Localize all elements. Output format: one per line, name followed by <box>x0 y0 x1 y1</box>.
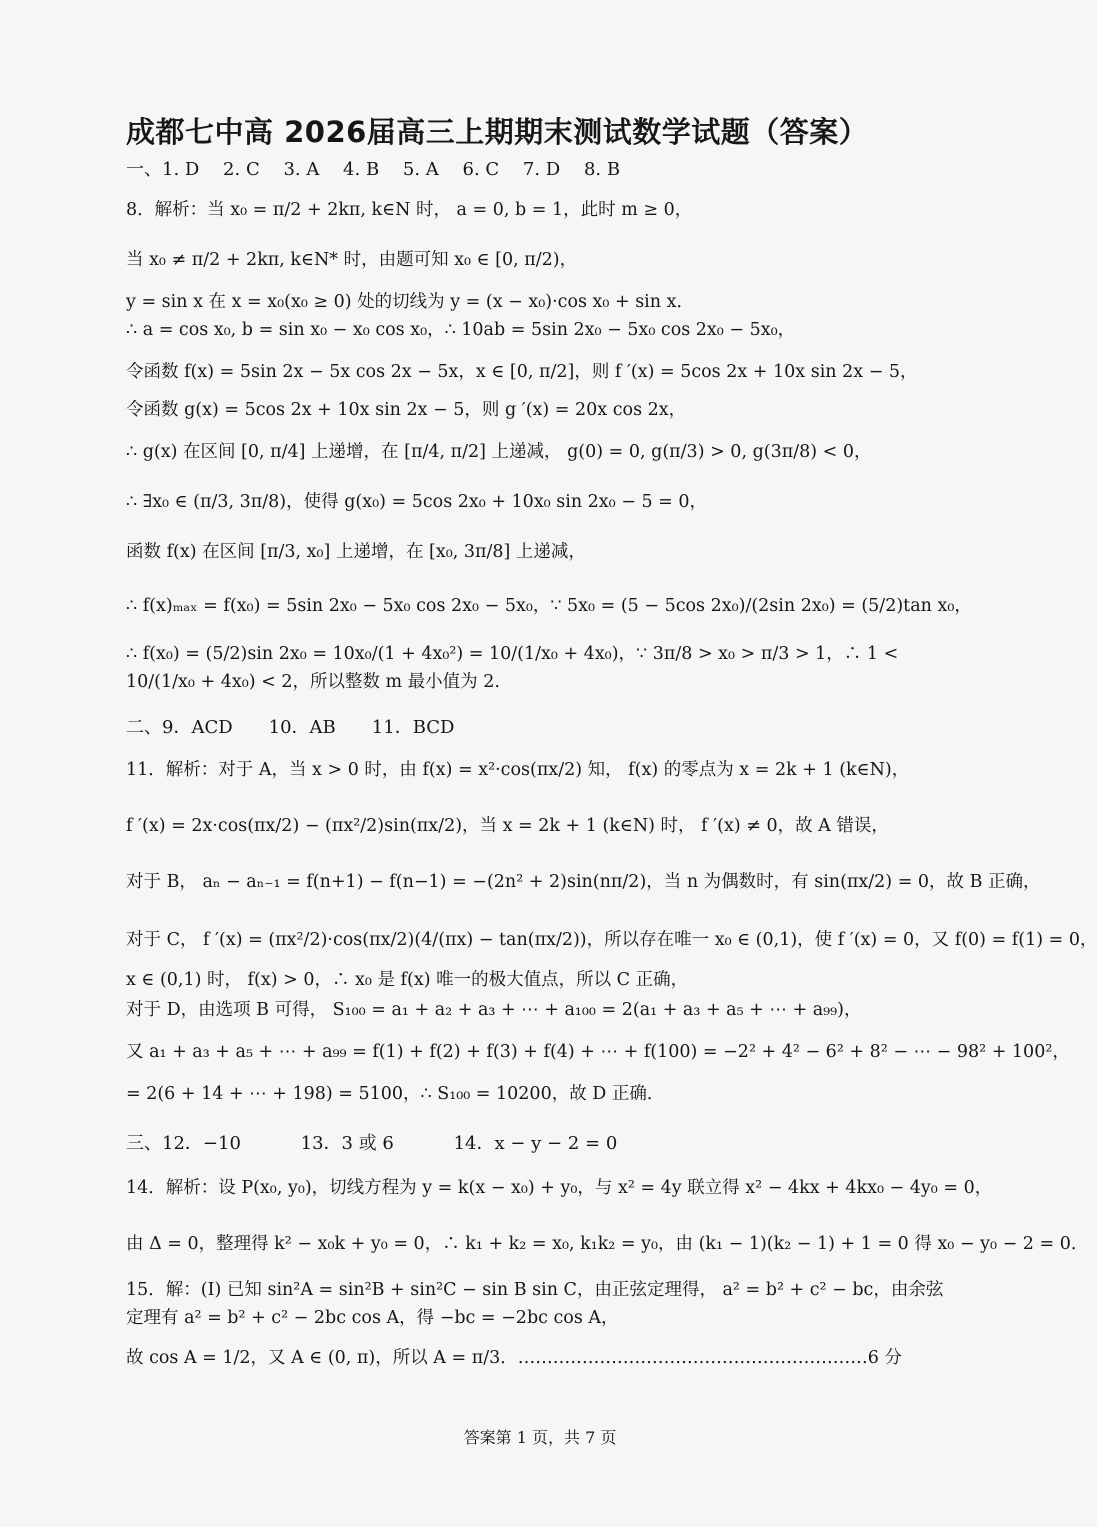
q14-line-1: 14．解析：设 P(x₀, y₀)，切线方程为 y = k(x − x₀) + y₀，与 x² = 4y 联立得 x² − 4kx + 4kx₀ − 4y₀ = 0， <box>126 1178 993 1198</box>
q11-line-6: 对于 D，由选项 B 可得， S₁₀₀ = a₁ + a₂ + a₃ + ⋯ + a₁₀₀ = 2(a₁ + a₃ + a₅ + ⋯ + a₉₉)， <box>126 1000 862 1020</box>
q8-line-3: y = sin x 在 x = x₀(x₀ ≥ 0) 处的切线为 y = (x − x₀)·cos x₀ + sin x． <box>126 292 694 312</box>
q8-line-10: ∴ f(x)ₘₐₓ = f(x₀) = 5sin 2x₀ − 5x₀ cos 2x₀ − 5x₀，∵ 5x₀ = (5 − 5cos 2x₀)/(2sin 2x₀) = (5/2)tan x₀， <box>126 596 972 616</box>
q8-line-11: ∴ f(x₀) = (5/2)sin 2x₀ = 10x₀/(1 + 4x₀²) = 10/(1/x₀ + 4x₀)，∵ 3π/8 > x₀ > π/3 > 1，∴ 1 < 10/(1/x₀ + 4x₀) < 2，所以整数 m 最小值为 2. <box>126 644 899 692</box>
q11-line-1: 11．解析：对于 A，当 x > 0 时，由 f(x) = x²·cos(πx/2) 知， f(x) 的零点为 x = 2k + 1 (k∈N)， <box>126 760 910 780</box>
part2-answers: 二、9．ACD 10．AB 11．BCD <box>126 717 455 738</box>
q11-line-7: 又 a₁ + a₃ + a₅ + ⋯ + a₉₉ = f(1) + f(2) + f(3) + f(4) + ⋯ + f(100) = −2² + 4² − 6² + 8² − ⋯ − 98² + 100²， <box>126 1042 1070 1062</box>
q8-line-8: ∴ ∃x₀ ∈ (π/3, 3π/8)，使得 g(x₀) = 5cos 2x₀ + 10x₀ sin 2x₀ − 5 = 0， <box>126 492 708 512</box>
q8-line-9: 函数 f(x) 在区间 [π/3, x₀] 上递增，在 [x₀, 3π/8] 上递减， <box>126 542 586 562</box>
q15-line-2: 故 cos A = 1/2，又 A ∈ (0, π)，所以 A = π/3．……………………………………………………6 分 <box>126 1348 902 1368</box>
q8-line-1: 8．解析：当 x₀ = π/2 + 2kπ, k∈N 时， a = 0, b = 1，此时 m ≥ 0， <box>126 200 693 220</box>
q11-line-3: 对于 B， aₙ − aₙ₋₁ = f(n+1) − f(n−1) = −(2n² + 2)sin(nπ/2)，当 n 为偶数时，有 sin(πx/2) = 0，故 B 正确， <box>126 872 1041 892</box>
q11-line-4: 对于 C， f ′(x) = (πx²/2)·cos(πx/2)(4/(πx) − tan(πx/2))，所以存在唯一 x₀ ∈ (0,1)，使 f ′(x) = 0，又 f(0) = f(1) = 0， <box>126 930 1097 950</box>
q14-line-2: 由 Δ = 0，整理得 k² − x₀k + y₀ = 0，∴ k₁ + k₂ = x₀, k₁k₂ = y₀，由 (k₁ − 1)(k₂ − 1) + 1 = 0 得 x₀ − y₀ − 2 = 0． <box>126 1234 1089 1254</box>
q11-line-8: = 2(6 + 14 + ⋯ + 198) = 5100，∴ S₁₀₀ = 10200，故 D 正确． <box>126 1084 665 1104</box>
q11-line-5: x ∈ (0,1) 时， f(x) > 0，∴ x₀ 是 f(x) 唯一的极大值点，所以 C 正确， <box>126 970 689 990</box>
q8-line-6: 令函数 g(x) = 5cos 2x + 10x sin 2x − 5，则 g ′(x) = 20x cos 2x， <box>126 400 687 420</box>
part1-answers: 一、1. D 2. C 3. A 4. B 5. A 6. C 7. D 8. B <box>126 159 621 180</box>
part3-answers: 三、12．−10 13．3 或 6 14．x − y − 2 = 0 <box>126 1133 618 1154</box>
page-footer: 答案第 1 页，共 7 页 <box>463 1428 617 1447</box>
q8-line-7: ∴ g(x) 在区间 [0, π/4] 上递增，在 [π/4, π/2] 上递减， g(0) = 0, g(π/3) > 0, g(3π/8) < 0， <box>126 442 872 462</box>
q8-line-4: ∴ a = cos x₀, b = sin x₀ − x₀ cos x₀，∴ 10ab = 5sin 2x₀ − 5x₀ cos 2x₀ − 5x₀， <box>126 320 796 340</box>
page-title: 成都七中高 2026届高三上期期末测试数学试题（答案） <box>126 115 869 149</box>
q8-line-2: 当 x₀ ≠ π/2 + 2kπ, k∈N* 时，由题可知 x₀ ∈ [0, π/2)， <box>126 250 578 270</box>
q8-line-5: 令函数 f(x) = 5sin 2x − 5x cos 2x − 5x，x ∈ [0, π/2]，则 f ′(x) = 5cos 2x + 10x sin 2x − 5， <box>126 362 918 382</box>
q15-line-1: 15．解：(I) 已知 sin²A = sin²B + sin²C − sin B sin C，由正弦定理得， a² = b² + c² − bc，由余弦定理有 a² = b² + c² − 2bc cos A，得 −bc = −2bc cos A， <box>126 1280 944 1328</box>
q11-line-2: f ′(x) = 2x·cos(πx/2) − (πx²/2)sin(πx/2)，当 x = 2k + 1 (k∈N) 时， f ′(x) ≠ 0，故 A 错误， <box>126 816 889 836</box>
